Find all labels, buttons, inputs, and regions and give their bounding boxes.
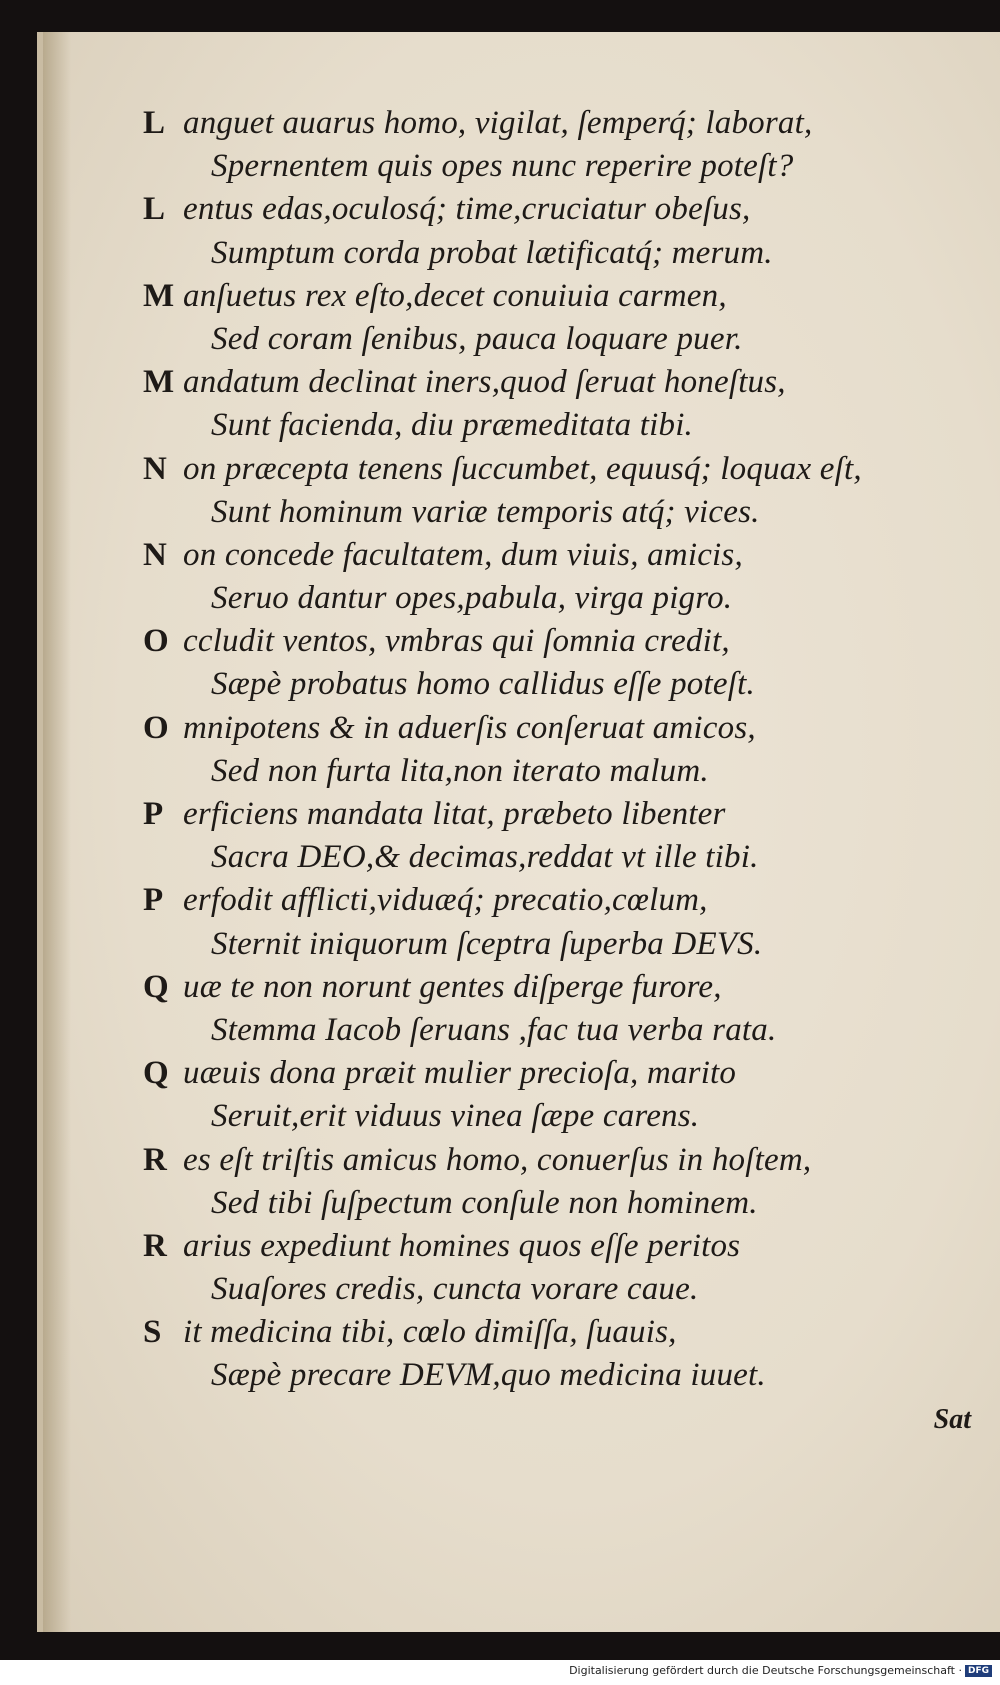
verse-text: Sternit iniquorum ſceptra ſuperba DEVS. bbox=[211, 925, 763, 962]
verse-initial: S bbox=[143, 1314, 162, 1351]
verse-text: Sumptum corda probat lætificatq́; merum. bbox=[211, 234, 773, 271]
verse-text: mnipotens & in aduerſis conſeruat amicos, bbox=[183, 709, 756, 746]
verse-line bbox=[143, 793, 903, 836]
verse-line bbox=[143, 836, 903, 879]
verse-line bbox=[143, 1052, 903, 1095]
verse-line bbox=[143, 491, 903, 534]
verse-initial: P bbox=[143, 796, 164, 832]
verse-block bbox=[143, 102, 903, 1398]
verse-text: uæuis dona præit mulier precioſa, marito bbox=[183, 1055, 737, 1092]
verse-text: on concede facultatem, dum viuis, amicis, bbox=[183, 536, 743, 573]
verse-text: anſuetus rex eſto,decet conuiuia carmen, bbox=[183, 277, 727, 314]
verse-line bbox=[143, 188, 903, 231]
verse-line bbox=[143, 1311, 903, 1354]
credit-text: Digitalisierung gefördert durch die Deutsche Forschungsgemeinschaft · bbox=[569, 1664, 962, 1677]
verse-line bbox=[143, 318, 903, 361]
verse-text: Sed tibi ſuſpectum conſule non hominem. bbox=[211, 1184, 758, 1221]
verse-text: arius expediunt homines quos eſſe peritos bbox=[183, 1227, 741, 1264]
verse-text: andatum declinat iners,quod ſeruat honeſtus, bbox=[183, 364, 786, 401]
verse-text: Sed non furta lita,non iterato malum. bbox=[211, 752, 709, 789]
verse-text: it medicina tibi, cœlo dimiſſa, ſuauis, bbox=[183, 1314, 677, 1351]
verse-line bbox=[143, 1268, 903, 1311]
verse-text: Sunt facienda, diu præmeditata tibi. bbox=[211, 407, 694, 444]
verse-line bbox=[143, 1139, 903, 1182]
verse-line bbox=[143, 966, 903, 1009]
verse-line bbox=[143, 750, 903, 793]
verse-line bbox=[143, 145, 903, 188]
verse-text: Sunt hominum variæ temporis atq́; vices. bbox=[211, 493, 760, 530]
verse-initial: O bbox=[143, 623, 169, 660]
verse-text: Sæpè precare DEVM,quo medicina iuuet. bbox=[211, 1357, 766, 1394]
verse-text: es eſt triſtis amicus homo, conuerſus in hoſtem, bbox=[183, 1141, 812, 1178]
verse-line bbox=[143, 1009, 903, 1052]
verse-line bbox=[143, 1354, 903, 1397]
verse-initial: R bbox=[143, 1141, 168, 1178]
verse-text: ccludit ventos, vmbras qui ſomnia credit, bbox=[183, 623, 730, 660]
verse-initial: M bbox=[143, 277, 175, 314]
digitization-credit bbox=[569, 1664, 992, 1677]
verse-line bbox=[143, 1182, 903, 1225]
verse-initial: O bbox=[143, 709, 169, 746]
verse-line bbox=[143, 404, 903, 447]
verse-initial: Q bbox=[143, 968, 169, 1005]
verse-line bbox=[143, 707, 903, 750]
verse-line bbox=[143, 1225, 903, 1268]
verse-line bbox=[143, 923, 903, 966]
verse-text: erficiens mandata litat, præbeto libenter bbox=[183, 796, 726, 832]
verse-initial: N bbox=[143, 536, 168, 573]
verse-initial: M bbox=[143, 364, 175, 401]
verse-text: entus edas,oculosq́; time,cruciatur obeſus, bbox=[183, 191, 751, 228]
verse-line bbox=[143, 1095, 903, 1138]
verse-text: Seruit,erit viduus vinea ſæpe carens. bbox=[211, 1098, 700, 1135]
verse-line bbox=[143, 275, 903, 318]
verse-text: erfodit afflicti,viduæq́; precatio,cœlum, bbox=[183, 882, 708, 919]
verse-line bbox=[143, 534, 903, 577]
verse-line bbox=[143, 577, 903, 620]
verse-initial: Q bbox=[143, 1055, 169, 1092]
verse-text: Sæpè probatus homo callidus eſſe poteſt. bbox=[211, 666, 755, 703]
verse-initial: R bbox=[143, 1227, 168, 1264]
verse-line bbox=[143, 620, 903, 663]
verse-text: Sed coram ſenibus, pauca loquare puer. bbox=[211, 320, 743, 357]
verse-line bbox=[143, 361, 903, 404]
verse-text: Sacra DEO,& decimas,reddat vt ille tibi. bbox=[211, 839, 759, 876]
verse-line bbox=[143, 448, 903, 491]
verse-initial: N bbox=[143, 450, 168, 487]
verse-initial: L bbox=[143, 105, 166, 141]
verse-text: Stemma Iacob ſeruans ,fac tua verba rata. bbox=[211, 1011, 777, 1048]
verse-text: anguet auarus homo, vigilat, ſemperq́; laborat, bbox=[183, 105, 813, 141]
dfg-logo: DFG bbox=[965, 1665, 992, 1677]
verse-line bbox=[143, 663, 903, 706]
verse-initial: P bbox=[143, 882, 164, 919]
verse-initial: L bbox=[143, 191, 166, 228]
verse-text: Seruo dantur opes,pabula, virga pigro. bbox=[211, 580, 733, 617]
verse-line bbox=[143, 879, 903, 922]
verse-line bbox=[143, 232, 903, 275]
catchword: Sat bbox=[933, 1404, 971, 1435]
book-page bbox=[37, 32, 1000, 1632]
verse-line bbox=[143, 102, 903, 145]
verse-text: Spernentem quis opes nunc reperire poteſt? bbox=[211, 148, 794, 185]
verse-text: Suaſores credis, cuncta vorare caue. bbox=[211, 1271, 699, 1308]
verse-text: on præcepta tenens ſuccumbet, equusq́; loquax eſt, bbox=[183, 450, 862, 487]
verse-text: uæ te non norunt gentes diſperge furore, bbox=[183, 968, 722, 1005]
page-spine-shadow bbox=[43, 32, 71, 1632]
